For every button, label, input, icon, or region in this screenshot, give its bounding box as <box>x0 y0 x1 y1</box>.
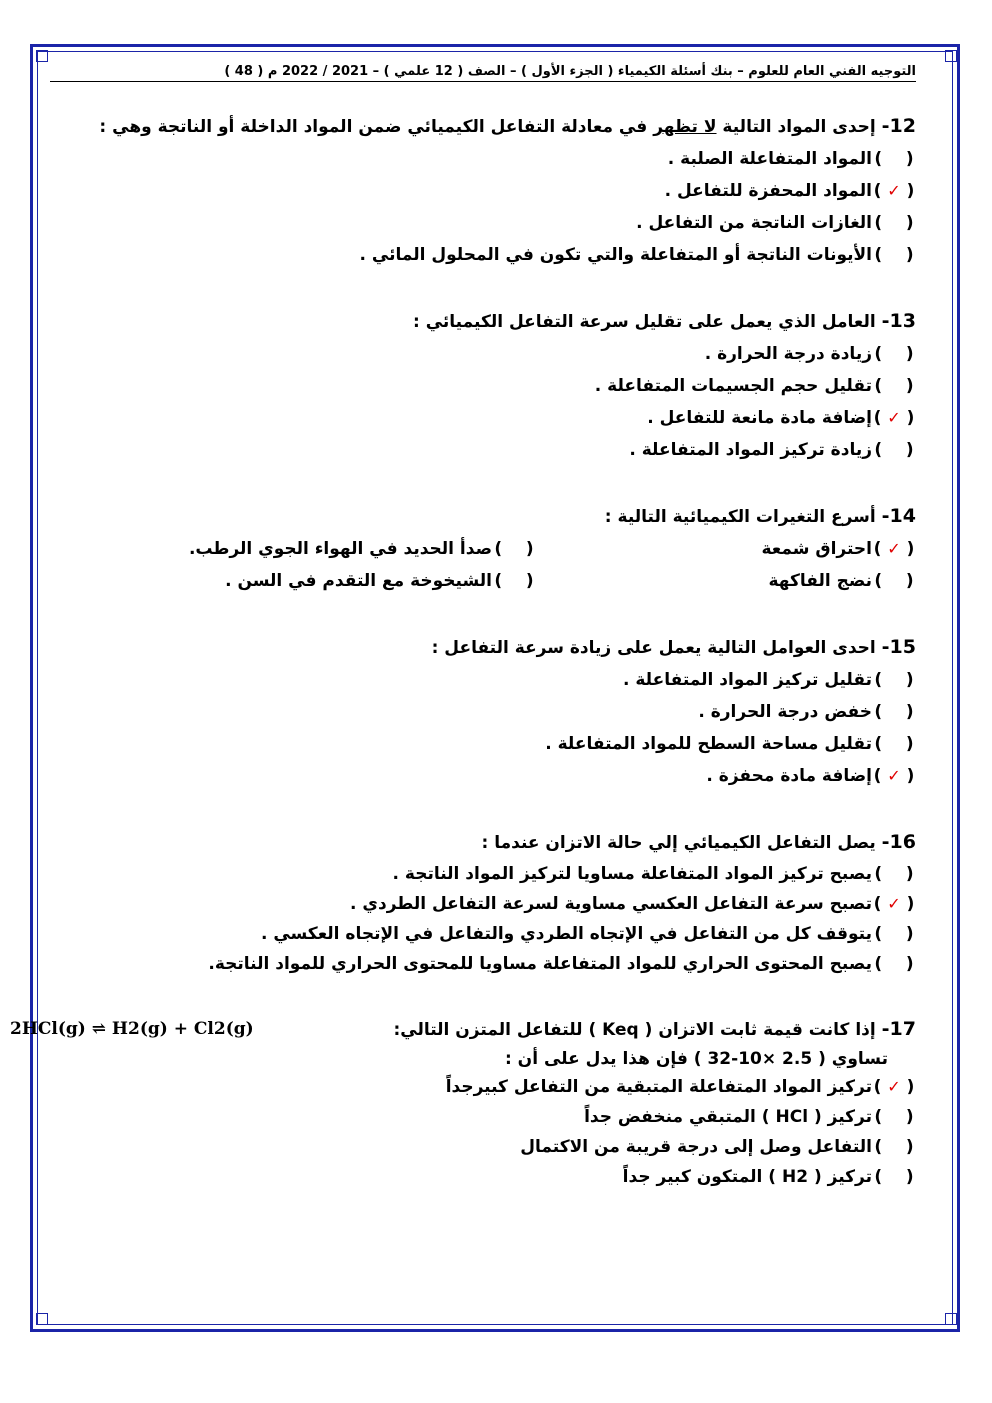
option-text: إضافة مادة محفزة . <box>706 766 872 786</box>
question-17 <box>10 1013 916 1046</box>
check-icon: ✓ <box>887 408 901 427</box>
option-text: تركيز ( H2 ) المتكون كبير جداً <box>622 1167 872 1187</box>
answer-box: ( ) <box>874 1137 914 1157</box>
question-text: في معادلة التفاعل الكيميائي ضمن المواد الداخلة أو الناتجة وهي : <box>99 117 654 137</box>
page-header: التوجيه الفني العام للعلوم – بنك أسئلة الكيمياء ( الجزء الأول ) – الصف ( 12 علمي ) – 2021 / 2022 م ( 48 ) <box>50 64 916 82</box>
option-text: زيادة درجة الحرارة . <box>704 344 872 364</box>
check-icon: ✓ <box>887 1077 901 1096</box>
answer-box: ( ) <box>874 734 914 754</box>
option-text: الشيخوخة مع التقدم في السن . <box>225 571 492 591</box>
question-text-underlined: لا تظهر <box>653 117 717 137</box>
option-text: إضافة مادة مانعة للتفاعل . <box>647 408 872 428</box>
answer-box: ( ) <box>874 1167 914 1187</box>
check-icon: ✓ <box>887 181 901 200</box>
question-16 <box>50 826 916 859</box>
option[interactable] <box>50 207 916 239</box>
question-text: احدى العوامل التالية يعمل على زيادة سرعة التفاعل : <box>431 638 876 658</box>
answer-box: ( ) <box>494 539 534 559</box>
option-text: نضج الفاكهة <box>768 571 872 591</box>
option[interactable] <box>50 919 916 949</box>
option[interactable] <box>50 664 916 696</box>
answer-box: ( ) <box>874 149 914 169</box>
option[interactable] <box>50 1072 916 1102</box>
option[interactable] <box>50 1102 916 1132</box>
option[interactable] <box>536 565 916 597</box>
question-number: 15- <box>881 636 916 658</box>
option[interactable] <box>189 533 536 565</box>
question-text-cont: تساوي ( 2.5 ×10-32 ) فإن هذا يدل على أن : <box>504 1049 888 1069</box>
option-text: تركيز ( HCl ) المتبقي منخفض جداً <box>584 1107 872 1127</box>
question-number: 17- <box>881 1018 916 1040</box>
question-text: إحدى المواد التالية <box>716 117 876 137</box>
option[interactable] <box>50 728 916 760</box>
option[interactable] <box>50 370 916 402</box>
option[interactable] <box>50 338 916 370</box>
answer-box: ( ✓ ) <box>873 1077 915 1097</box>
answer-box: ( ) <box>874 1107 914 1127</box>
option-text: يصبح المحتوى الحراري للمواد المتفاعلة مساويا للمحتوى الحراري للمواد الناتجة. <box>208 954 872 974</box>
option[interactable] <box>50 1132 916 1162</box>
option[interactable] <box>50 402 916 434</box>
question-text: إذا كانت قيمة ثابت الاتزان ( Keq ) للتفاعل المتزن التالي: <box>393 1020 876 1040</box>
option-text: احتراق شمعة <box>761 539 872 559</box>
answer-box: ( ✓ ) <box>873 181 915 201</box>
worksheet <box>10 64 916 1192</box>
question-number: 13- <box>881 310 916 332</box>
option[interactable] <box>50 696 916 728</box>
answer-box: ( ) <box>874 344 914 364</box>
question-14 <box>50 500 916 533</box>
option[interactable] <box>536 533 916 565</box>
option[interactable] <box>50 859 916 889</box>
option[interactable] <box>50 434 916 466</box>
option[interactable] <box>50 1162 916 1192</box>
corner-ornament <box>945 1313 957 1325</box>
option-text: يتوقف كل من التفاعل في الإتجاه الطردي والتفاعل في الإتجاه العكسي . <box>260 924 872 944</box>
option[interactable] <box>50 175 916 207</box>
option-text: صدأ الحديد في الهواء الجوي الرطب. <box>188 539 492 559</box>
answer-box: ( ✓ ) <box>873 539 915 559</box>
option-text: الأيونات الناتجة أو المتفاعلة والتي تكون في المحلول المائي . <box>359 245 872 265</box>
option[interactable] <box>50 239 916 271</box>
option[interactable] <box>50 949 916 979</box>
answer-box: ( ) <box>494 571 534 591</box>
question-12 <box>50 110 916 143</box>
corner-ornament <box>36 1313 48 1325</box>
question-text: العامل الذي يعمل على تقليل سرعة التفاعل الكيميائي : <box>413 312 876 332</box>
option[interactable] <box>50 143 916 175</box>
option-text: تصبح سرعة التفاعل العكسي مساوية لسرعة التفاعل الطردي . <box>350 894 872 914</box>
question-15 <box>50 631 916 664</box>
answer-box: ( ) <box>874 864 914 884</box>
option-text: المواد المحفزة للتفاعل . <box>664 181 872 201</box>
answer-box: ( ) <box>874 376 914 396</box>
option-text: يصبح تركيز المواد المتفاعلة مساويا لتركيز المواد الناتجة . <box>392 864 872 884</box>
option-text: تقليل مساحة السطح للمواد المتفاعلة . <box>545 734 872 754</box>
answer-box: ( ) <box>874 954 914 974</box>
question-number: 16- <box>881 831 916 853</box>
corner-ornament <box>945 50 957 62</box>
option-text: الغازات الناتجة من التفاعل . <box>636 213 872 233</box>
equilibrium-equation: 2HCl(g) ⇌ H2(g) + Cl2(g) <box>10 1019 254 1039</box>
answer-box: ( ) <box>874 670 914 690</box>
option-text: خفض درجة الحرارة . <box>698 702 872 722</box>
option-text: المواد المتفاعلة الصلبة . <box>667 149 872 169</box>
answer-box: ( ) <box>874 924 914 944</box>
check-icon: ✓ <box>887 766 901 785</box>
answer-box: ( ) <box>874 213 914 233</box>
answer-box: ( ✓ ) <box>873 894 915 914</box>
option-text: تركيز المواد المتفاعلة المتبقية من التفاعل كبيرجداً <box>445 1077 872 1097</box>
option-text: تقليل تركيز المواد المتفاعلة . <box>622 670 872 690</box>
check-icon: ✓ <box>887 894 901 913</box>
answer-box: ( ✓ ) <box>873 408 915 428</box>
option[interactable] <box>225 565 536 597</box>
answer-box: ( ✓ ) <box>873 766 915 786</box>
option[interactable] <box>50 760 916 792</box>
corner-ornament <box>36 50 48 62</box>
answer-box: ( ) <box>874 571 914 591</box>
question-text: يصل التفاعل الكيميائي إلي حالة الاتزان عندما : <box>481 833 876 853</box>
answer-box: ( ) <box>874 702 914 722</box>
question-text: أسرع التغيرات الكيميائية التالية : <box>604 507 876 527</box>
option-text: زيادة تركيز المواد المتفاعلة . <box>629 440 872 460</box>
answer-box: ( ) <box>874 440 914 460</box>
question-13 <box>50 305 916 338</box>
option-text: التفاعل وصل إلى درجة قريبة من الاكتمال <box>520 1137 872 1157</box>
question-number: 14- <box>881 505 916 527</box>
option[interactable] <box>50 889 916 919</box>
check-icon: ✓ <box>887 539 901 558</box>
option-text: تقليل حجم الجسيمات المتفاعلة . <box>594 376 872 396</box>
answer-box: ( ) <box>874 245 914 265</box>
question-number: 12- <box>881 115 916 137</box>
